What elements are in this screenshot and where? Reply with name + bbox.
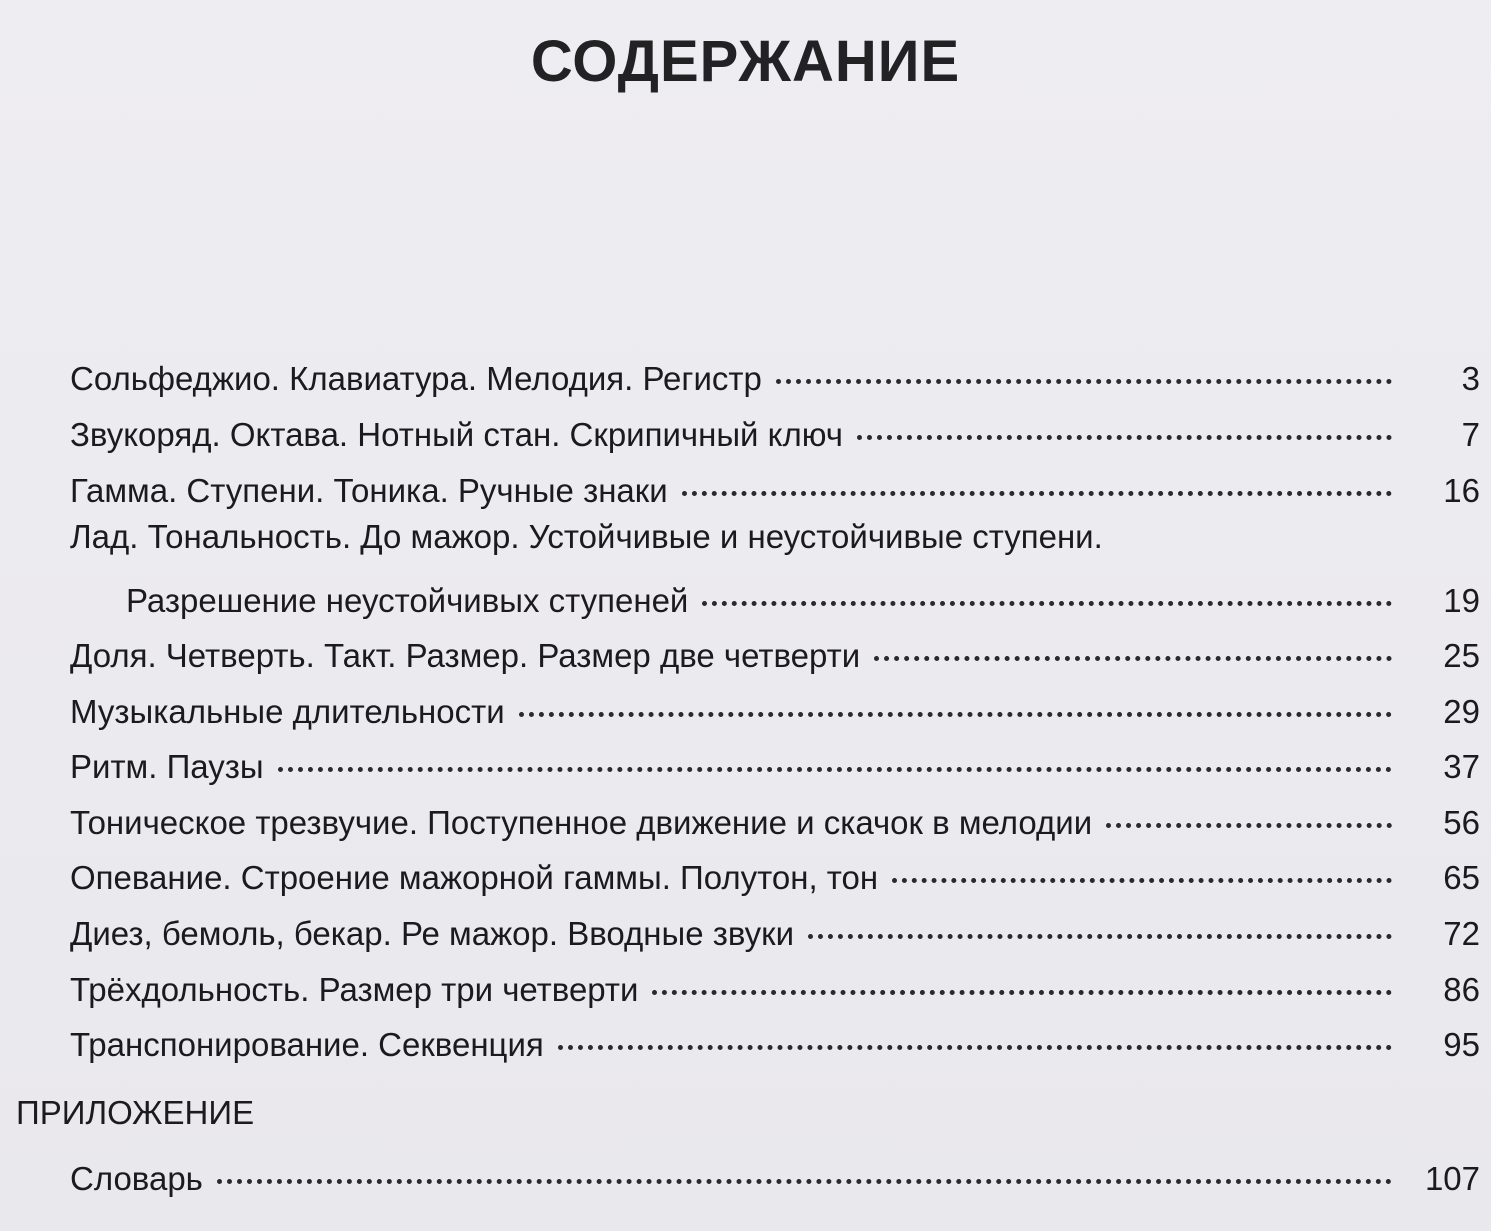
toc-entry-label: Опевание. Строение мажорной гаммы. Полутон, тон [70,859,879,896]
toc-entry[interactable] [70,683,1480,730]
toc-entry-label: Звукоряд. Октава. Нотный стан. Скрипичный ключ [70,416,843,453]
toc-entry[interactable] [70,627,1480,674]
toc-entry-page: 19 [1443,582,1480,619]
dot-leader [519,683,1392,723]
toc-entry-label: Тоническое трезвучие. Поступенное движение и скачок в мелодии [70,804,1093,841]
toc-entry-label: Ритм. Паузы [70,748,264,785]
toc-entry[interactable] [70,1150,1480,1197]
toc-entry-page: 56 [1443,804,1480,841]
toc-entry-page: 25 [1443,637,1480,674]
toc-entry-page: 72 [1443,915,1480,952]
dot-leader [217,1150,1392,1190]
page-title: СОДЕРЖАНИЕ [530,29,961,94]
toc-entry-page: 86 [1443,971,1480,1008]
toc-entry-page: 3 [1461,360,1480,397]
toc-entry-label: Гамма. Ступени. Тоника. Ручные знаки [70,472,668,509]
dot-leader [1106,794,1392,834]
toc-entry-label: Трёхдольность. Размер три четверти [70,971,639,1008]
appendix-heading: ПРИЛОЖЕНИЕ [16,1094,255,1131]
toc-entry[interactable] [70,738,1480,785]
dot-leader [702,572,1392,612]
toc-entry-label: Музыкальные длительности [70,693,505,730]
toc-entry[interactable] [70,406,1480,453]
toc-entry-label-line1[interactable]: Лад. Тональность. До мажор. Устойчивые и неустойчивые ступени. [70,518,1103,555]
toc-entry[interactable] [70,961,1480,1008]
toc-entry-page: 65 [1443,859,1480,896]
dot-leader [892,849,1392,889]
toc-entry[interactable] [70,1016,1480,1063]
toc-entry[interactable] [70,905,1480,952]
toc-entry-label: Доля. Четверть. Такт. Размер. Размер две четверти [70,637,861,674]
dot-leader [652,961,1392,1001]
toc-entry[interactable] [126,572,1480,619]
dot-leader [682,462,1392,502]
toc-entry-label: Транспонирование. Секвенция [70,1026,544,1063]
toc-entry-page: 107 [1424,1160,1480,1197]
dot-leader [808,905,1392,945]
toc-entry-page: 37 [1443,748,1480,785]
dot-leader [776,350,1392,390]
toc-entry-page: 29 [1443,693,1480,730]
toc-entry-page: 16 [1443,472,1480,509]
toc-entry[interactable] [70,462,1480,509]
toc-entry-label: Словарь [70,1160,203,1197]
toc-entry[interactable] [70,350,1480,397]
dot-leader [278,738,1392,778]
toc-entry-label: Разрешение неустойчивых ступеней [126,582,689,619]
toc-entry-page: 7 [1461,416,1480,453]
dot-leader [857,406,1392,446]
toc-entry[interactable] [70,849,1480,896]
toc-entry-label: Диез, бемоль, бекар. Ре мажор. Вводные звуки [70,915,795,952]
toc-entry[interactable] [70,794,1480,841]
dot-leader [874,627,1392,667]
toc-entry-label: Сольфеджио. Клавиатура. Мелодия. Регистр [70,360,762,397]
dot-leader [558,1016,1392,1056]
toc-entry-page: 95 [1443,1026,1480,1063]
